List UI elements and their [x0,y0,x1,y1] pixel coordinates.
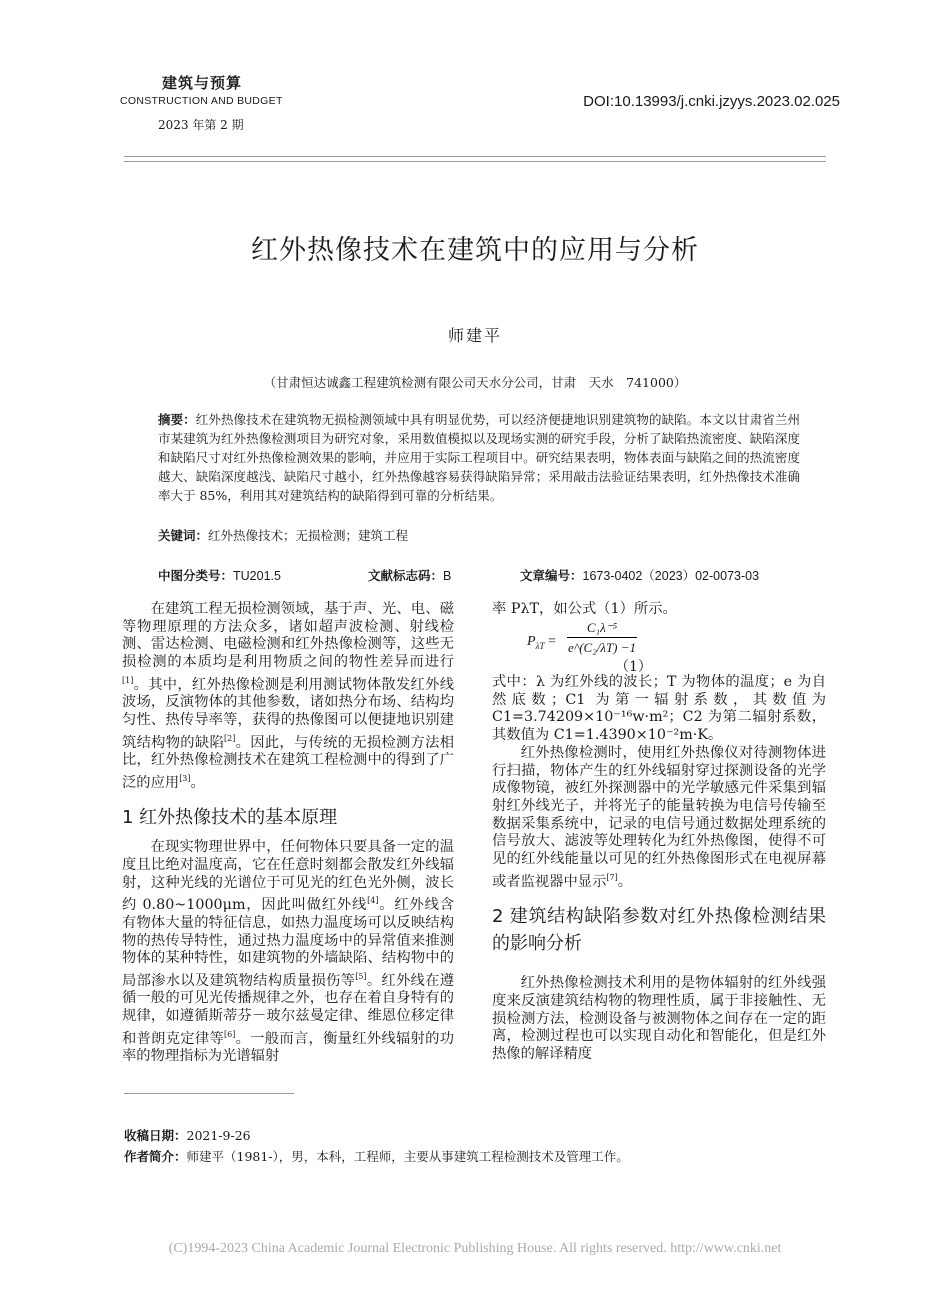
journal-name-cn: 建筑与预算 [162,74,243,92]
clc-label: 中图分类号： [158,568,234,583]
formula-lhs [527,634,556,651]
keywords-text: 红外热像技术；无损检测；建筑工程 [208,528,409,543]
section-1-paragraph [122,839,454,1066]
formula-planck [527,620,677,672]
text-run: 。红外线含有物体大量的特征信息，如热力温度场可以反映结构物的热传导特性，通过热力温度场中的异常值来推测物体的某种特性，如建筑物的外墙缺陷、结构物中的局部渗水以及建筑物结构质量损伤等 [122,897,455,989]
citation[interactable]: [2] [224,733,236,743]
text-run: 。因此，与传统的无损检测方法相比，红外热像检测技术在建筑工程检测中的得到了广泛的应用 [122,734,455,791]
formula-explanation: 式中：λ 为红外线的波长；T 为物体的温度；e 为自然底数；C1 为第一辐射系数，其数值为 C1=3.74209×10⁻¹⁶w·m²；C2 为第二辐射系数，其数值为 C1=1.4390×10⁻²m·K。 [492,674,826,744]
formula-number: （1） [615,659,652,675]
keywords-label: 关键词： [158,528,209,543]
author-bio [124,1147,629,1165]
section-heading-2: 2 建筑结构缺陷参数对红外热像检测结果的影响分析 [492,906,826,955]
citation[interactable]: [3] [179,773,191,783]
citation[interactable]: [6] [224,1029,236,1039]
right-column-body [492,674,826,1064]
text-run: 。 [190,774,205,791]
left-column [122,601,454,1066]
footnote-rule [124,1093,294,1094]
document-code [368,566,451,584]
formula-fraction [567,620,637,656]
text-run: 红外热像检测时，使用红外热像仪对待测物体进行扫描，物体产生的红外线辐射穿过探测设备的光学成像物镜，被红外探测器中的光学敏感元件采集到辐射红外线光子，并将光子的能量转换为电信号传输至数据采集系统中，记录的电信号通过数据处理系统的信号放大、滤波等处理转化为红外热像图，使得不可见的红外线能量以可见的红外热像图形式在电视屏幕或者监视器中显示 [492,744,826,890]
formula-lhs-subscript: λT [535,640,545,651]
received-label: 收稿日期： [124,1128,187,1143]
citation[interactable]: [4] [367,896,379,906]
clc-value: TU201.5 [233,569,281,583]
author-name: 师建平 [447,326,502,345]
citation[interactable]: [1] [122,675,134,685]
abstract-text: 红外热像技术在建筑物无损检测领域中具有明显优势，可以经济便捷地识别建筑物的缺陷。本文以甘肃省兰州市某建筑为红外热像检测项目为研究对象，采用数值模拟以及现场实测的研究手段，分析了缺陷热流密度、缺陷深度和缺陷尺寸对红外热像检测效果的影响，并应用于实际工程项目中。研究结果表明，物体表面与缺陷之间的热流密度越大、缺陷深度越浅、缺陷尺寸越小，红外热像越容易获得缺陷异常；采用敲击法验证结果表明，红外热像技术准确率大于 85%，利用其对建筑结构的缺陷得到可靠的分析结果。 [158,412,800,503]
article-number [520,566,759,584]
text-run: 。其中，红外热像检测是利用测试物体散发红外线波场，反演物体的其他参数，诸如热分布场、结构均匀性、热传导率等，获得的热像图可以便捷地识别建筑结构物的缺陷 [122,676,454,751]
text-run: 在现实物理世界中，任何物体只要具备一定的温度且比绝对温度高，它在任意时刻都会散发红外线辐射，这种光线的光谱位于可见光的红色光外侧，波长约 0.80~1000μm，因此叫做红外线 [122,839,454,914]
paper-title: 红外热像技术在建筑中的应用与分析 [251,235,699,266]
doc-code-label: 文献标志码： [368,568,444,583]
doc-code-value: B [443,569,452,583]
clc-number [158,566,281,584]
bio-label: 作者简介： [124,1149,187,1164]
abstract [158,410,800,505]
intro-paragraph [122,601,454,792]
formula-equals: = [547,634,556,649]
right-column-top [492,601,826,619]
section-2-paragraph: 红外热像检测技术利用的是物体辐射的红外线强度来反演建筑结构物的物理性质，属于非接触性、无损检测方法，检测设备与被测物体之间存在一定的距离，检测过程也可以实现自动化和智能化，但是红外热像的解译精度 [492,975,826,1063]
article-value: 1673-0402（2023）02-0073-03 [582,569,760,583]
citation[interactable]: [7] [606,872,618,882]
text-run: 在建筑工程无损检测领域，基于声、光、电、磁等物理原理的方法众多，诸如超声波检测、射线检测、雷达检测、电磁检测和红外热像检测等，这些无损检测的本质均是利用物质之间的物性差异而进行 [122,601,454,671]
bio-value: 师建平（1981-），男，本科，工程师，主要从事建筑工程检测技术及管理工作。 [186,1149,629,1164]
formula-numerator: C₁λ⁻⁵ [567,620,637,638]
text-run: 。红外线在遵循一般的可见光传播规律之外，也存在着自身特有的规律，如遵循斯蒂芬－玻尔兹曼定律、维恩位移定律和普朗克定律等 [122,972,454,1047]
received-value: 2021-9-26 [186,1128,251,1143]
text-run: 。一般而言，衡量红外线辐射的功率的物理指标为光谱辐射 [122,1030,455,1065]
copyright-footer: (C)1994-2023 China Academic Journal Electronic Publishing House. All rights reserved. http://www.cnki.net [168,1241,782,1256]
abstract-label: 摘要： [158,412,196,427]
header-rule [124,156,826,162]
affiliation: （甘肃恒达诚鑫工程建筑检测有限公司天水分公司，甘肃 天水 741000） [263,375,687,390]
section-heading-1: 1 红外热像技术的基本原理 [122,807,338,829]
detection-paragraph [492,745,826,891]
text-run: 。 [617,873,633,890]
formula-lhs-symbol: P [527,634,536,649]
doi[interactable]: DOI:10.13993/j.cnki.jzyys.2023.02.025 [583,93,840,110]
journal-name-en: CONSTRUCTION AND BUDGET [120,95,283,107]
formula-denominator: e^(C₂/λT) −1 [567,640,637,655]
article-label: 文章编号： [520,568,583,583]
keywords [158,526,408,544]
received-date [124,1126,251,1144]
formula-intro: 率 PλT，如公式（1）所示。 [492,601,677,617]
citation[interactable]: [5] [355,972,367,982]
issue-number: 2023 年第 2 期 [158,118,244,132]
